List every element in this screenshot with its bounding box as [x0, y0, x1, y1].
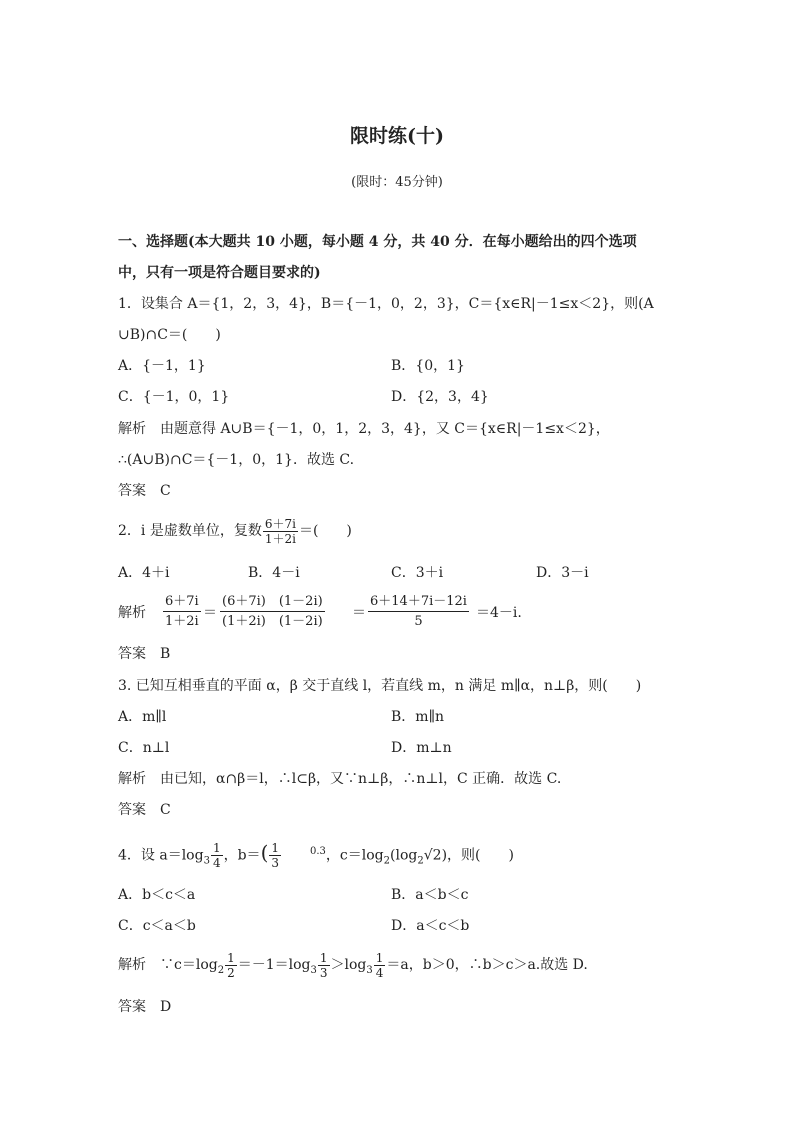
q4-an-base2: 2 — [217, 964, 225, 976]
q1-option-c: C．{－1，0，1} — [118, 389, 230, 405]
q4-option-a: A．b＜c＜a — [118, 887, 196, 903]
q2-answer: 答案 B — [118, 646, 171, 662]
q2-stem-fraction: $\frac{6+7i}{1+2i}$ — [264, 516, 296, 546]
q4-left-paren: ( — [260, 840, 269, 865]
q1-analysis-line1: 解析 由题意得 A∪B＝{－1，0，1，2，3，4}，又 C＝{x∈R|－1≤x＜2}， — [118, 421, 610, 437]
q4-analysis — [118, 947, 588, 989]
q4-stem — [118, 834, 514, 879]
q2-analysis-fraction-3: $\frac{6+14+7i-12i}{5}$ — [370, 594, 467, 629]
q2-analysis-result: ＝4－i. — [476, 605, 522, 621]
q4-an-fraction-1: $\frac{1}{2}$ — [227, 950, 235, 980]
q2-analysis-eq2: ＝ — [352, 605, 366, 621]
q4-a-fraction: $\frac{1}{4}$ — [212, 841, 221, 871]
q4-stem-b: ，b＝ — [223, 847, 261, 864]
q4-stem-e: )，则( ) — [441, 847, 514, 864]
q3-analysis: 解析 由已知，α∩β＝l，∴l⊂β，又∵n⊥β，∴n⊥l，C 正确．故选 C. — [118, 771, 562, 787]
q4-b-fraction: $\frac{1}{3}$ — [271, 841, 280, 871]
q4-an-base3b: 3 — [366, 964, 373, 976]
q3-option-b: B．m∥n — [391, 709, 445, 725]
q2-analysis-eq1: ＝ — [203, 605, 217, 621]
q2-stem-suffix: ＝( ) — [298, 523, 352, 539]
q4-an-fraction-3: $\frac{1}{4}$ — [375, 950, 384, 980]
q4-an-a: 解析 ∵c＝log — [118, 957, 218, 973]
q3-option-a: A．m∥l — [118, 709, 167, 725]
q1-stem-line2: ∪B)∩C＝( ) — [118, 327, 221, 343]
q2-stem — [118, 514, 352, 548]
q4-stem-d: (log — [390, 847, 418, 864]
q2-option-a: A．4＋i — [118, 565, 170, 581]
q1-analysis-line2: ∴(A∪B)∩C＝{－1，0，1}．故选 C. — [118, 452, 355, 468]
q4-sqrt: √2 — [423, 847, 442, 864]
q1-option-a: A．{－1，1} — [118, 358, 206, 374]
q4-stem-c: ，c＝log — [325, 847, 384, 864]
q4-base3: 3 — [203, 855, 210, 867]
q1-option-b: B．{0，1} — [391, 358, 465, 374]
section-heading-line2: 中，只有一项是符合题目要求的) — [118, 265, 321, 281]
q3-answer: 答案 C — [118, 802, 171, 818]
q4-answer: 答案 D — [118, 999, 172, 1015]
time-limit: (限时：45分钟) — [351, 175, 443, 190]
q1-answer: 答案 C — [118, 483, 171, 499]
q4-base2b: 2 — [417, 855, 424, 867]
q4-option-b: B．a＜b＜c — [391, 887, 469, 903]
q4-option-d: D．a＜c＜b — [391, 918, 470, 934]
q2-option-b: B．4－i — [248, 565, 300, 581]
q4-exponent: 0.3 — [310, 846, 326, 857]
section-heading-line1: 一、选择题(本大题共 10 小题，每小题 4 分，共 40 分．在每小题给出的四个选项 — [118, 234, 637, 250]
q4-an-c: ＞log — [330, 957, 367, 973]
q2-stem-prefix: 2．i 是虚数单位，复数 — [118, 523, 262, 539]
q3-stem: 3. 已知互相垂直的平面 α，β 交于直线 l，若直线 m，n 满足 m∥α，n⊥β，则( ) — [118, 678, 642, 694]
q1-option-d: D．{2，3，4} — [391, 389, 489, 405]
q2-option-c: C．3＋i — [391, 565, 444, 581]
q4-an-base3: 3 — [310, 964, 317, 976]
q4-stem-a: 4．设 a＝log — [118, 847, 204, 864]
q2-analysis-label: 解析 — [118, 605, 146, 621]
q2-analysis-fraction-2: $\frac{(6+7i) (1-2i)}{(1+2i) (1-2i)}$ — [222, 594, 323, 629]
q4-an-fraction-2: $\frac{1}{3}$ — [319, 950, 328, 980]
q4-an-d: ＝a，b＞0，∴b＞c＞a.故选 D. — [386, 957, 588, 973]
q4-an-b: ＝－1＝log — [237, 957, 311, 973]
q2-analysis-fraction-1: $\frac{6+7i}{1+2i}$ — [165, 594, 199, 629]
q4-option-c: C．c＜a＜b — [118, 918, 196, 934]
q4-base2: 2 — [383, 855, 391, 867]
q3-option-d: D．m⊥n — [391, 740, 452, 756]
page-title: 限时练(十) — [350, 125, 444, 147]
q1-stem-line1: 1．设集合 A＝{1，2，3，4}，B＝{－1，0，2，3}，C＝{x∈R|－1≤x＜2}，则(A — [118, 296, 654, 312]
q3-option-c: C．n⊥l — [118, 740, 170, 756]
q2-option-d: D．3－i — [536, 565, 589, 581]
